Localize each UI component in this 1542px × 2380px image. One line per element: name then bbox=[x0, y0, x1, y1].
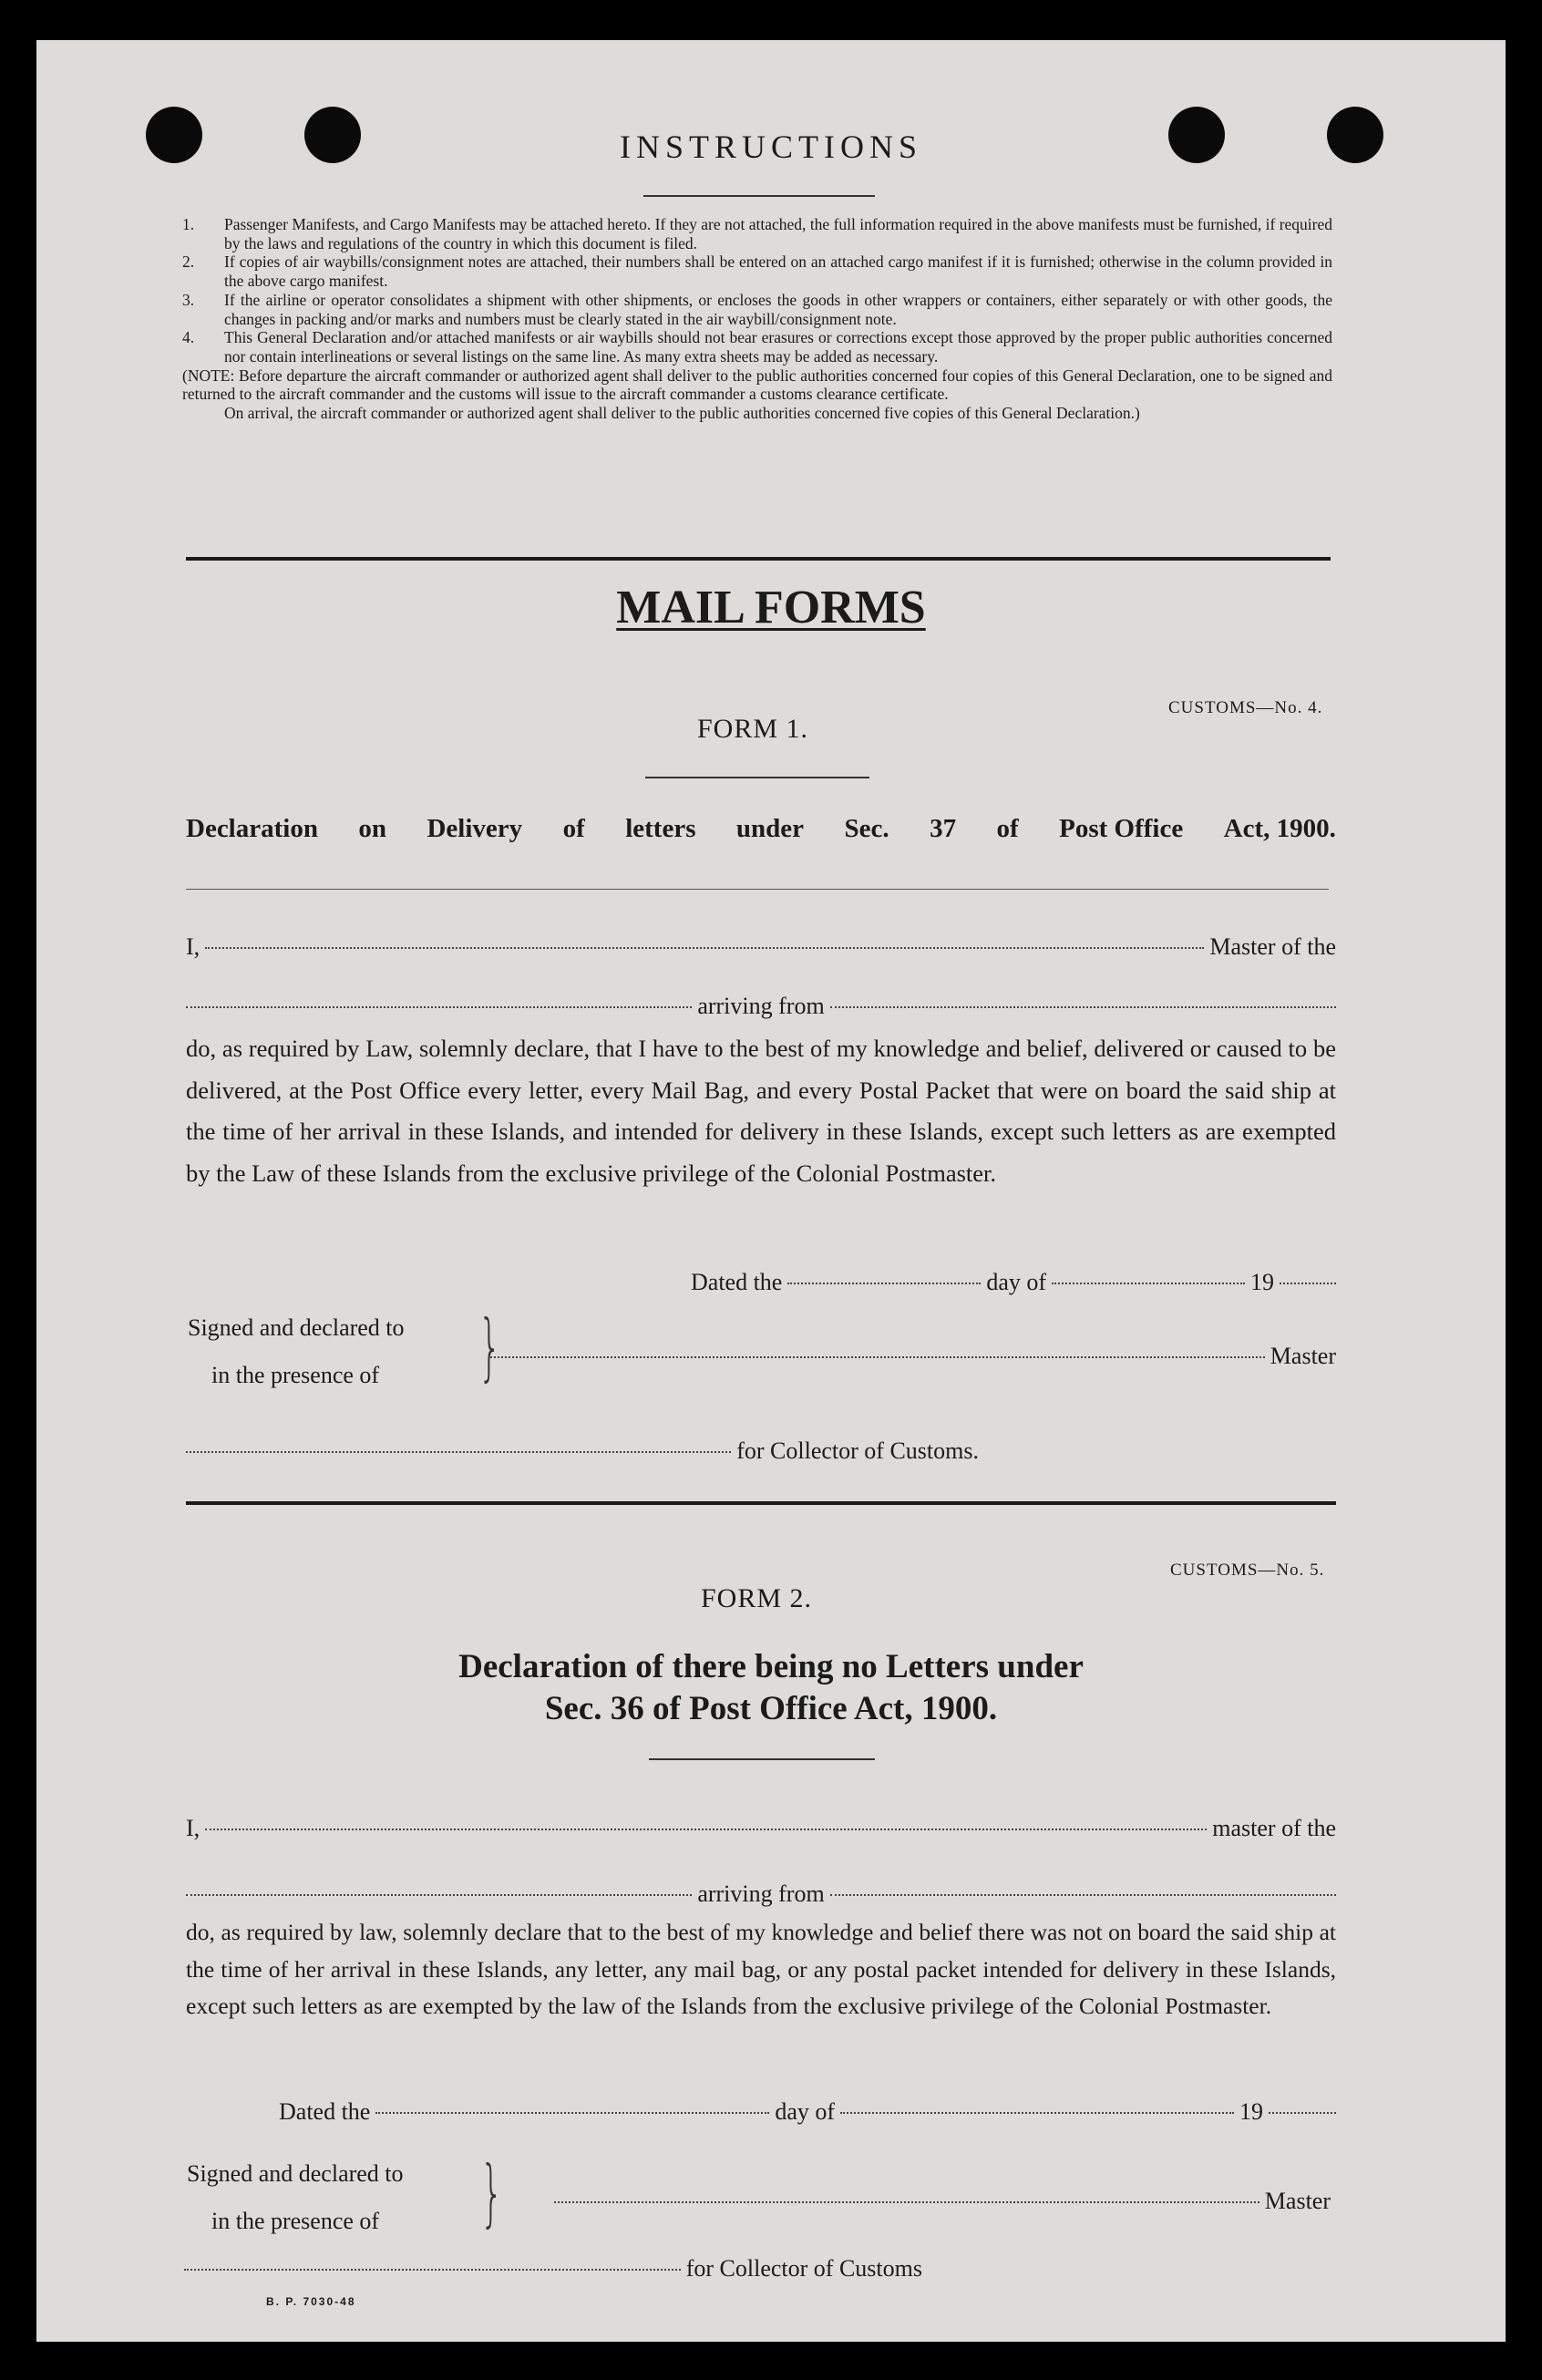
dated-line: Dated the day of 19 bbox=[691, 1262, 1336, 1303]
section-rule bbox=[186, 1501, 1336, 1505]
instruction-note-arrival: On arrival, the aircraft commander or authorized agent shall deliver to the public authorities concerned five copies of this General Declaration.) bbox=[224, 404, 1140, 423]
form1-title: Declaration on Delivery of letters under Sec. 37 of Post Office Act, 1900. bbox=[186, 814, 1336, 843]
brace-symbol: } bbox=[479, 2150, 504, 2235]
month-field[interactable] bbox=[840, 2112, 1234, 2114]
ship-name-field[interactable] bbox=[186, 1894, 692, 1896]
month-field[interactable] bbox=[1052, 1283, 1245, 1284]
signed-label: Signed and declared to bbox=[187, 2160, 404, 2187]
arriving-from-field[interactable] bbox=[830, 1006, 1336, 1008]
heading-rule bbox=[649, 1758, 875, 1760]
heading-rule bbox=[643, 195, 875, 197]
master-signature-field[interactable] bbox=[490, 1356, 1265, 1358]
form-heading: FORM 1. bbox=[696, 714, 809, 744]
day-field[interactable] bbox=[787, 1283, 981, 1284]
master-signature-line: Master bbox=[554, 2180, 1331, 2221]
instructions-list bbox=[182, 215, 1332, 423]
page-title: MAIL FORMS bbox=[616, 582, 926, 634]
print-code: B. P. 7030-48 bbox=[266, 2295, 356, 2308]
instruction-item: 2. If copies of air waybills/consignment notes are attached, their numbers shall be entered on an attached cargo manifest if it is furnished; otherwise in the column provided in the above cargo manifest. bbox=[182, 252, 1332, 291]
dated-line: Dated the day of 19 bbox=[279, 2091, 1336, 2132]
master-signature-field[interactable] bbox=[554, 2201, 1259, 2203]
presence-label: in the presence of bbox=[211, 2208, 380, 2234]
customs-number: CUSTOMS—No. 5. bbox=[1170, 1561, 1325, 1580]
declaration-text: do, as required by Law, solemnly declare, that I have to the best of my knowledge and belief, delivered or caused to be delivered, at the Post Office every letter, every Mail Bag, and every Postal Packet that were on board the said ship at the time of her arrival in these Islands, and intended for delivery in these Islands, except such letters as are exempted by the Law of these Islands from the exclusive privilege of the Colonial Postmaster. bbox=[186, 1035, 1336, 1187]
instruction-item: 1. Passenger Manifests, and Cargo Manifests may be attached hereto. If they are not attached, the full information required in the above manifests must be furnished, if required by the laws and regulations of the country in which this document is filed. bbox=[182, 215, 1332, 252]
instruction-item: 4. This General Declaration and/or attached manifests or air waybills should not bear erasures or corrections except those approved by the proper public authorities concerned nor contain interlineations or several listings on the same line. As many extra sheets may be added as necessary. bbox=[182, 328, 1332, 366]
form2-title: Declaration of there being no Letters under Sec. 36 of Post Office Act, 1900. bbox=[458, 1648, 1084, 1727]
instructions-heading: INSTRUCTIONS bbox=[619, 129, 922, 165]
collector-signature-field[interactable] bbox=[186, 1451, 731, 1453]
brace-symbol: } bbox=[478, 1304, 502, 1389]
year-field[interactable] bbox=[1280, 1283, 1336, 1284]
master-line: I, Master of the bbox=[186, 933, 1336, 960]
section-rule bbox=[186, 557, 1331, 561]
arriving-line: arriving from bbox=[186, 985, 1336, 1026]
signed-label: Signed and declared to bbox=[188, 1314, 405, 1341]
presence-label: in the presence of bbox=[211, 1362, 380, 1388]
day-field[interactable] bbox=[375, 2112, 769, 2114]
master-name-field[interactable] bbox=[205, 1829, 1207, 1830]
form-heading: FORM 2. bbox=[700, 1583, 813, 1613]
master-name-field[interactable] bbox=[205, 947, 1204, 949]
master-signature-line: Master bbox=[490, 1335, 1336, 1376]
title-rule bbox=[186, 889, 1329, 890]
year-field[interactable] bbox=[1269, 2112, 1336, 2114]
master-line: I, master of the bbox=[186, 1815, 1336, 1841]
collector-line: for Collector of Customs. bbox=[186, 1430, 979, 1471]
collector-signature-field[interactable] bbox=[184, 2269, 681, 2271]
declaration-text: do, as required by law, solemnly declare that to the best of my knowledge and belief there was not on board the said ship at the time of her arrival in these Islands, any letter, any mail bag, or any postal packet intended for delivery in these Islands, except such letters as are exempted by the law of the Islands from the exclusive privilege of the Colonial Postmaster. bbox=[186, 1919, 1336, 2019]
collector-line: for Collector of Customs bbox=[184, 2248, 922, 2289]
instruction-item: 3. If the airline or operator consolidates a shipment with other shipments, or encloses the goods in other wrappers or containers, either separately or with other goods, the changes in packing and/or marks and numbers must be clearly stated in the air waybill/consignment note. bbox=[182, 290, 1332, 328]
instruction-note: (NOTE: Before departure the aircraft commander or authorized agent shall deliver to the public authorities concerned four copies of this General Declaration, one to be signed and returned to the aircraft commander and the customs will issue to the aircraft commander a customs clearance certificate. bbox=[182, 366, 1332, 404]
arriving-from-field[interactable] bbox=[830, 1894, 1336, 1896]
arriving-line: arriving from bbox=[186, 1873, 1336, 1914]
customs-number: CUSTOMS—No. 4. bbox=[1168, 698, 1323, 717]
ship-name-field[interactable] bbox=[186, 1006, 692, 1008]
heading-rule bbox=[645, 777, 869, 778]
